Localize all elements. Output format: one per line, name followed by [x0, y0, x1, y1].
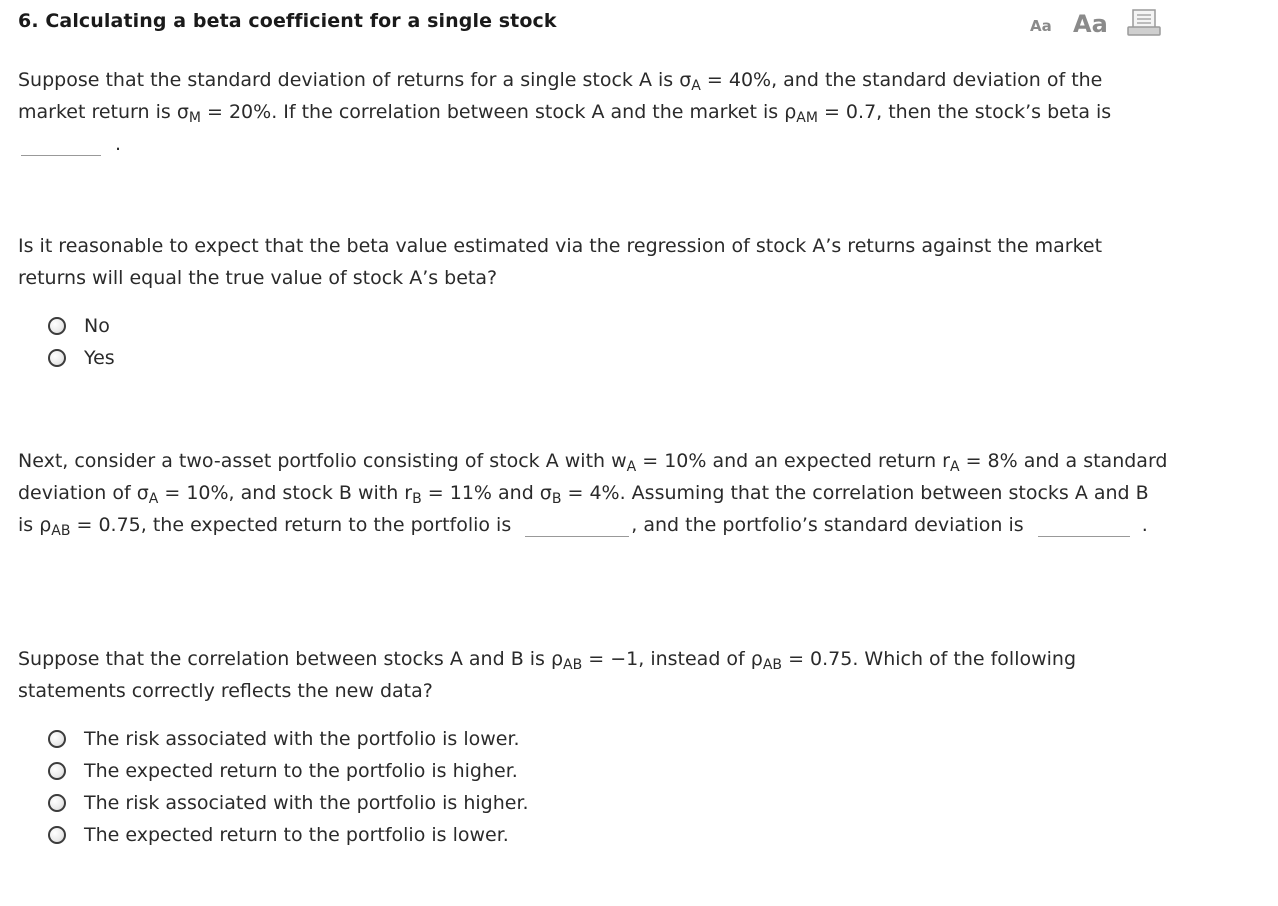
question-title: 6. Calculating a beta coefficient for a single stock [18, 10, 557, 32]
print-icon [1126, 8, 1162, 38]
radio-button[interactable] [48, 730, 66, 748]
expected-return-blank[interactable] [525, 535, 629, 537]
option-risk-higher[interactable]: The risk associated with the portfolio is higher. [48, 787, 529, 819]
std-deviation-blank[interactable] [1038, 535, 1130, 537]
small-font-button[interactable]: Aa [1030, 17, 1052, 35]
regression-question-text: Is it reasonable to expect that the beta value estimated via the regression of stock A’s returns against the market returns will equal the true value of stock A’s beta? [18, 235, 1103, 289]
option-risk-lower[interactable]: The risk associated with the portfolio is lower. [48, 723, 529, 755]
option-yes[interactable]: Yes [48, 342, 115, 374]
option-return-higher[interactable]: The expected return to the portfolio is higher. [48, 755, 529, 787]
correlation-options [48, 723, 529, 851]
radio-button[interactable] [48, 349, 66, 367]
beta-question-text: Suppose that the standard deviation of returns for a single stock A is $\sigma_A = 40\%$, and the standard deviation of the market return is $\sigma_M = 20\%$. If the correlation between stock A and the market is $\rho_{AM} = 0.7$, then the stock’s beta is . [18, 69, 1112, 155]
radio-button[interactable] [48, 762, 66, 780]
correlation-question-text: Suppose that the correlation between stocks A and B is $\rho_{AB} = -1$, instead of $\rho_{AB} = 0.75$. Which of the following statements correctly reflects the new data? [18, 648, 1077, 702]
print-button[interactable] [1126, 8, 1162, 38]
option-return-lower[interactable]: The expected return to the portfolio is lower. [48, 819, 529, 851]
option-no[interactable]: No [48, 310, 115, 342]
regression-options [48, 310, 115, 374]
radio-button[interactable] [48, 794, 66, 812]
radio-button[interactable] [48, 317, 66, 335]
portfolio-question-text: Next, consider a two-asset portfolio consisting of stock A with $w_A = 10\%$ and an expected return $r_A = 8\%$ and a standard deviation of $\sigma_A = 10\%$, and stock B with $r_B = 11\%$ and $\sigma_B = 4\%$. Assuming that the correlation between stocks A and B is $\rho_{AB} = 0.75$, the expected return to the portfolio is , and the portfolio’s standard deviation is . [18, 450, 1168, 539]
large-font-button[interactable]: Aa [1073, 10, 1108, 38]
radio-button[interactable] [48, 826, 66, 844]
beta-answer-blank[interactable] [21, 154, 101, 156]
